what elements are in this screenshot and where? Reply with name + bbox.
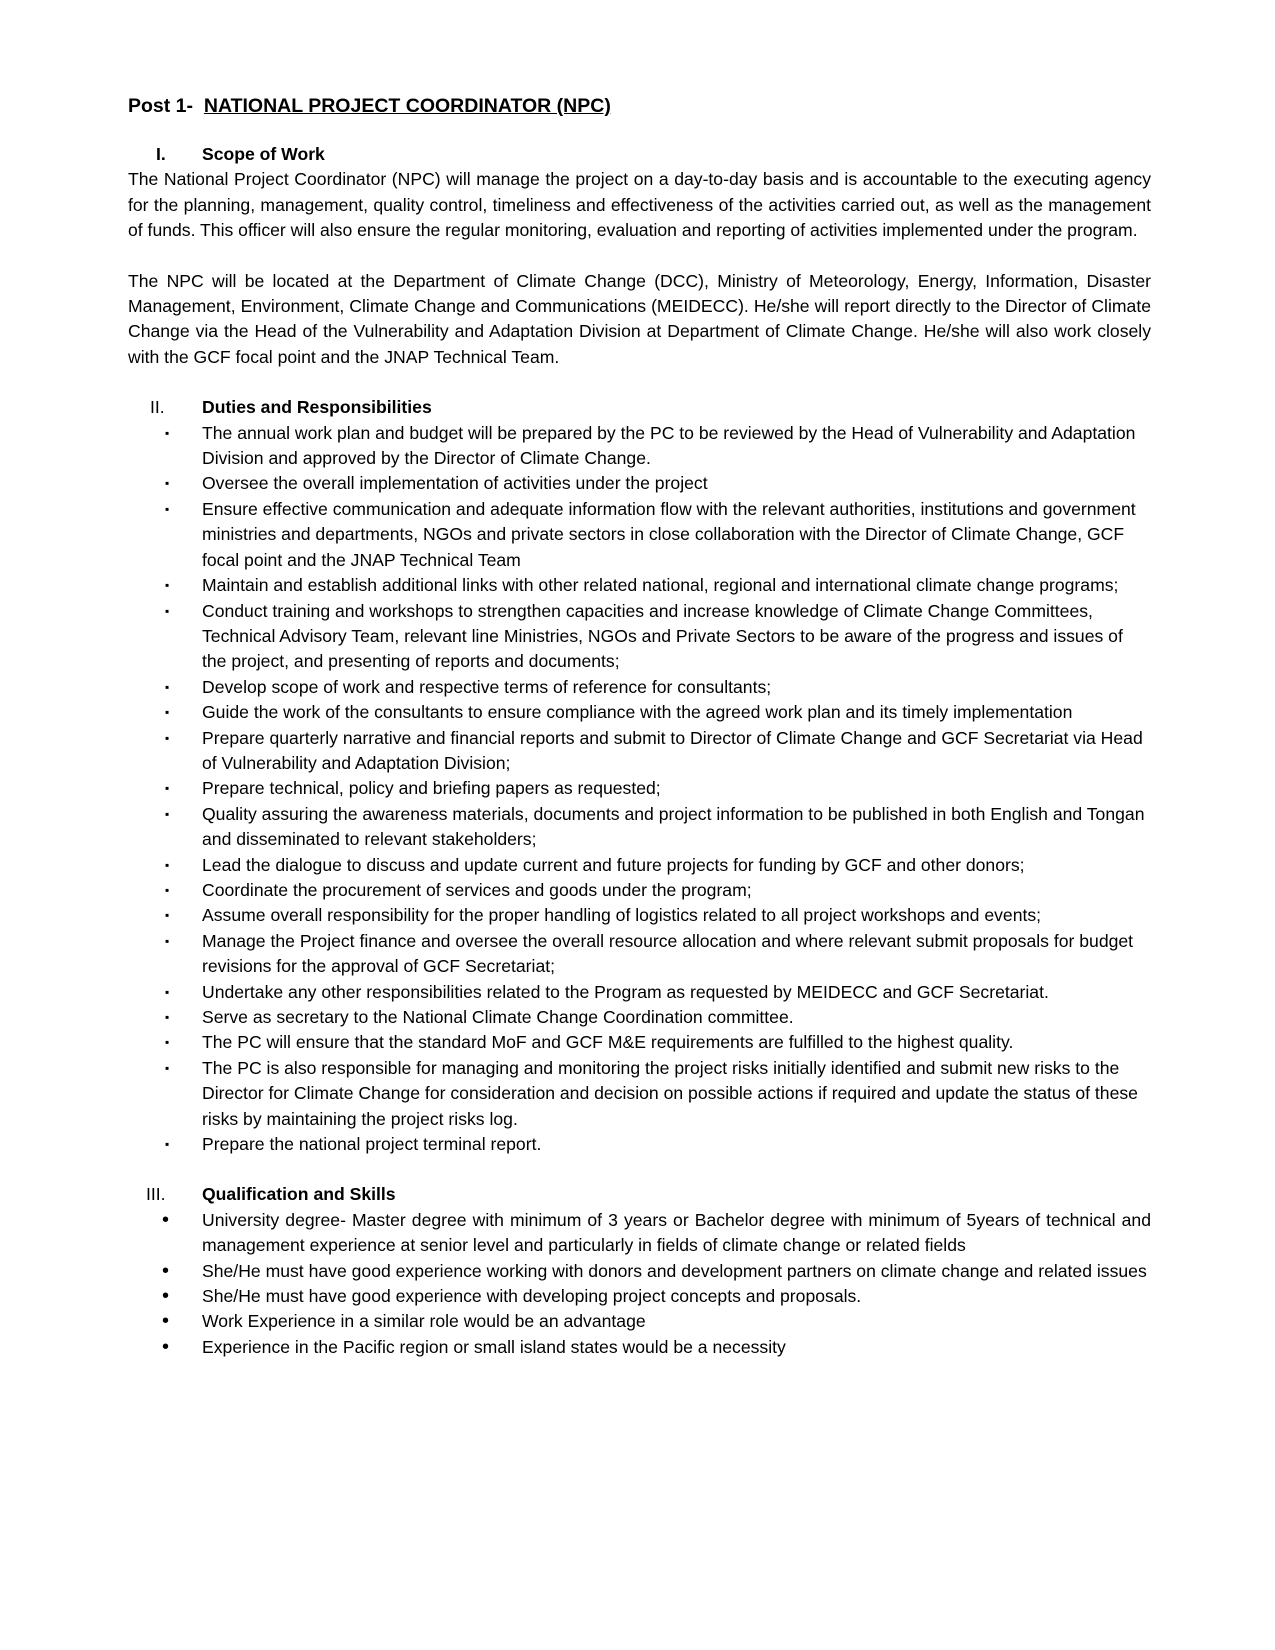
list-item-text: She/He must have good experience with developing project concepts and proposals. — [202, 1286, 862, 1307]
list-item-text: Develop scope of work and respective terms of reference for consultants; — [202, 676, 772, 697]
list-item-text: Assume overall responsibility for the proper handling of logistics related to all project workshops and events; — [202, 905, 1042, 926]
section-title: Qualification and Skills — [202, 1184, 396, 1205]
list-item-text: The PC will ensure that the standard MoF and GCF M&E requirements are fulfilled to the highest quality. — [202, 1032, 1014, 1053]
list-item-text: Serve as secretary to the National Climate Change Coordination committee. — [202, 1007, 794, 1027]
section-number: III. — [146, 1184, 166, 1205]
list-item-text: Lead the dialogue to discuss and update current and future projects for funding by GCF and other donors; — [202, 854, 1025, 875]
round-bullet-icon: • — [162, 1208, 170, 1231]
list-item — [128, 1309, 1151, 1334]
square-bullet-icon: ▪ — [165, 806, 170, 821]
square-bullet-icon: ▪ — [165, 603, 170, 618]
square-bullet-icon: ▪ — [165, 857, 170, 872]
square-bullet-icon: ▪ — [165, 730, 170, 745]
section-heading-qualifications — [128, 1182, 1151, 1207]
square-bullet-icon: ▪ — [165, 705, 170, 720]
section-number: I. — [156, 144, 166, 164]
square-bullet-icon: ▪ — [165, 1137, 170, 1152]
round-bullet-icon: • — [162, 1285, 170, 1308]
list-item — [128, 1208, 1151, 1259]
section-heading-duties — [128, 395, 1151, 420]
qualifications-list — [128, 1208, 1151, 1360]
list-item — [128, 1335, 1151, 1360]
list-item — [128, 903, 1151, 928]
list-item-text: Maintain and establish additional links with other related national, regional and international climate change programs; — [202, 575, 1119, 596]
list-item-text: Quality assuring the awareness materials, documents and project information to be published in both English and Tongan and disseminated to relevant stakeholders; — [202, 803, 1145, 850]
list-item — [128, 573, 1151, 598]
square-bullet-icon: ▪ — [165, 933, 170, 948]
list-item-text: Manage the Project finance and oversee the overall resource allocation and where relevant submit proposals for budget revisions for the approval of GCF Secretariat; — [202, 930, 1134, 977]
square-bullet-icon: ▪ — [165, 781, 170, 796]
square-bullet-icon: ▪ — [165, 679, 170, 694]
list-item-text: Experience in the Pacific region or small island states would be a necessity — [202, 1336, 786, 1357]
list-item — [128, 802, 1151, 853]
round-bullet-icon: • — [162, 1259, 170, 1282]
list-item — [128, 1284, 1151, 1309]
list-item-text: Prepare technical, policy and briefing papers as requested; — [202, 778, 661, 799]
list-item-text: Guide the work of the consultants to ensure compliance with the agreed work plan and its timely implementation — [202, 702, 1073, 723]
round-bullet-icon: • — [162, 1310, 170, 1333]
round-bullet-icon: • — [162, 1335, 170, 1358]
list-item — [128, 1132, 1151, 1157]
section-title: Scope of Work — [202, 144, 325, 164]
post-title-prefix: Post 1- — [128, 95, 194, 117]
list-item-text: University degree- Master degree with minimum of 3 years or Bachelor degree with minimum of 5years of technical and management experience at senior level and particularly in fields of climate change or related fields — [202, 1209, 1151, 1256]
list-item — [128, 980, 1151, 1005]
list-item-text: Oversee the overall implementation of activities under the project — [202, 473, 708, 494]
list-item — [128, 878, 1151, 903]
square-bullet-icon: ▪ — [165, 476, 170, 491]
list-item-text: The annual work plan and budget will be prepared by the PC to be reviewed by the Head of Vulnerability and Adaptation Division and approved by the Director of Climate Change. — [202, 422, 1136, 469]
scope-paragraph-2: The NPC will be located at the Department of Climate Change (DCC), Ministry of Meteorology, Energy, Information, Disaster Management, Environment, Climate Change and Communications (MEIDECC). He/she will report directly to the Director of Climate Change via the Head of the Vulnerability and Adaptation Division at Department of Climate Change. He/she will also work closely with the GCF focal point and the JNAP Technical Team. — [128, 270, 1151, 367]
list-item-text: She/He must have good experience working with donors and development partners on climate change and related issues — [202, 1260, 1147, 1281]
square-bullet-icon: ▪ — [165, 578, 170, 593]
list-item-text: Conduct training and workshops to strengthen capacities and increase knowledge of Climate Change Committees, Technical Advisory Team, relevant line Ministries, NGOs and Private Sectors to be aware of the progress and issues of the project, and presenting of reports and documents; — [202, 600, 1123, 672]
list-item — [128, 675, 1151, 700]
list-item-text: Work Experience in a similar role would be an advantage — [202, 1311, 646, 1332]
list-item-text: Coordinate the procurement of services and goods under the program; — [202, 879, 752, 900]
list-item — [128, 700, 1151, 725]
duties-list — [128, 421, 1151, 1158]
list-item — [128, 1056, 1151, 1132]
post-title — [128, 92, 1151, 120]
list-item-text: Prepare quarterly narrative and financial reports and submit to Director of Climate Change and GCF Secretariat via Head of Vulnerability and Adaptation Division; — [202, 727, 1143, 773]
document-page — [128, 92, 1151, 1360]
list-item — [128, 1259, 1151, 1284]
square-bullet-icon: ▪ — [165, 501, 170, 516]
square-bullet-icon: ▪ — [165, 1035, 170, 1050]
list-item-text: Undertake any other responsibilities related to the Program as requested by MEIDECC and GCF Secretariat. — [202, 981, 1049, 1002]
post-title-name: NATIONAL PROJECT COORDINATOR (NPC) — [203, 95, 611, 117]
list-item — [128, 471, 1151, 496]
list-item — [128, 929, 1151, 980]
list-item — [128, 726, 1151, 777]
section-title: Duties and Responsibilities — [202, 397, 432, 418]
scope-paragraph-1: The National Project Coordinator (NPC) will manage the project on a day-to-day basis and is accountable to the executing agency for the planning, management, quality control, timeliness and effectiveness of the activities carried out, as well as the management of funds. This officer will also ensure the regular monitoring, evaluation and reporting of activities implemented under the program. — [128, 169, 1151, 241]
list-item — [128, 599, 1151, 675]
square-bullet-icon: ▪ — [165, 908, 170, 923]
list-item — [128, 497, 1151, 573]
square-bullet-icon: ▪ — [165, 882, 170, 897]
square-bullet-icon: ▪ — [165, 1010, 170, 1024]
list-item-text: Prepare the national project terminal report. — [202, 1134, 542, 1155]
list-item-text: The PC is also responsible for managing and monitoring the project risks initially identified and submit new risks to the Director for Climate Change for consideration and decision on possible actions if required and update the status of these risks by maintaining the project risks log. — [202, 1057, 1138, 1129]
section-number: II. — [150, 397, 165, 418]
list-item — [128, 1005, 1151, 1030]
list-item — [128, 1030, 1151, 1055]
square-bullet-icon: ▪ — [165, 1060, 170, 1075]
list-item-text: Ensure effective communication and adequate information flow with the relevant authorities, institutions and government ministries and departments, NGOs and private sectors in close collaboration with the Director of Climate Change, GCF focal point and the JNAP Technical Team — [202, 498, 1136, 570]
square-bullet-icon: ▪ — [165, 984, 170, 999]
section-heading-scope — [128, 142, 1151, 167]
square-bullet-icon: ▪ — [165, 425, 170, 440]
list-item — [128, 421, 1151, 472]
list-item — [128, 853, 1151, 878]
list-item — [128, 776, 1151, 801]
